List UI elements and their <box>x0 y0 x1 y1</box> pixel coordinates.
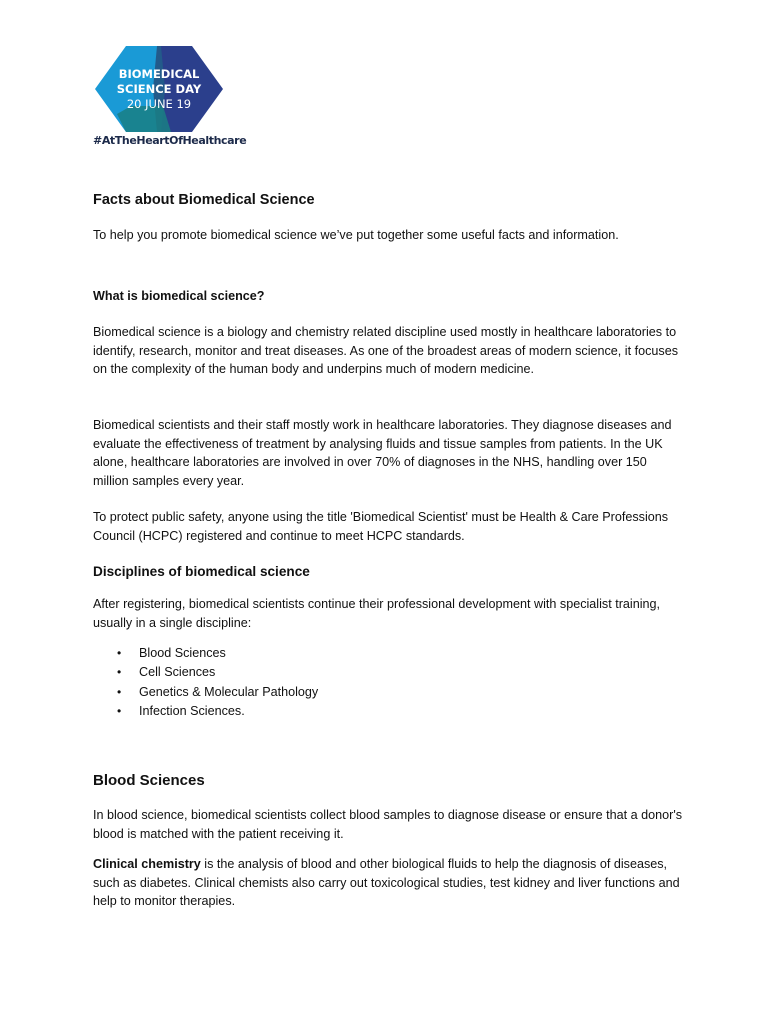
list-item-label: Infection Sciences. <box>139 703 245 718</box>
list-item-label: Cell Sciences <box>139 665 216 680</box>
list-item-label: Genetics & Molecular Pathology <box>139 684 319 699</box>
disciplines-list <box>93 644 318 721</box>
list-item <box>93 663 318 682</box>
what-is-paragraph-1: Biomedical science is a biology and chemistry related discipline used mostly in healthcare laboratories to identify, research, monitor and treat diseases. As one of the broadest areas of modern science, it focuses on the complexity of the human body and underpins much of modern medicine. <box>93 325 678 377</box>
intro-paragraph: To help you promote biomedical science we’ve put together some useful facts and information. <box>93 228 619 242</box>
bullet-icon: • <box>117 665 122 680</box>
bullet-icon: • <box>117 684 122 699</box>
logo-line1: BIOMEDICAL <box>118 67 200 81</box>
logo-line2: SCIENCE DAY <box>116 82 202 96</box>
clinical-chemistry-description: is the analysis of blood and other biological fluids to help the diagnosis of diseases, such as diabetes. Clinical chemists also carry out toxicological studies, test kidney and liver functions and help to monitor therapies. <box>93 857 680 909</box>
disciplines-intro: After registering, biomedical scientists continue their professional development with specialist training, usually in a single discipline: <box>93 597 661 630</box>
what-is-paragraph-2: Biomedical scientists and their staff mostly work in healthcare laboratories. They diagnose diseases and evaluate the effectiveness of treatment by analysing fluids and tissue samples from patients. In the UK alone, healthcare laboratories are involved in over 70% of diagnoses in the NHS, handling over 150 million samples every year. <box>93 418 672 488</box>
list-item-label: Blood Sciences <box>139 646 226 660</box>
list-item <box>93 644 318 663</box>
list-item <box>93 702 318 721</box>
clinical-chemistry-term: Clinical chemistry <box>93 857 201 871</box>
hexagon-logo-graphic <box>93 44 225 134</box>
document-title: Facts about Biomedical Science <box>93 192 315 208</box>
disciplines-heading: Disciplines of biomedical science <box>93 564 310 579</box>
list-item <box>93 683 318 702</box>
what-is-heading: What is biomedical science? <box>93 289 265 303</box>
clinical-chemistry-paragraph <box>93 855 683 911</box>
logo-line3: 20 JUNE 19 <box>126 97 192 111</box>
blood-sciences-heading: Blood Sciences <box>93 772 205 789</box>
bullet-icon: • <box>117 703 122 718</box>
logo-hashtag: #AtTheHeartOfHealthcare <box>93 134 247 147</box>
what-is-paragraph-3: To protect public safety, anyone using the title 'Biomedical Scientist' must be Health & Care Professions Council (HCPC) registered and continue to meet HCPC standards. <box>93 510 669 543</box>
biomedical-science-day-logo <box>93 44 247 152</box>
blood-sciences-paragraph: In blood science, biomedical scientists collect blood samples to diagnose disease or ensure that a donor's blood is matched with the patient receiving it. <box>93 808 683 841</box>
bullet-icon: • <box>117 646 122 660</box>
